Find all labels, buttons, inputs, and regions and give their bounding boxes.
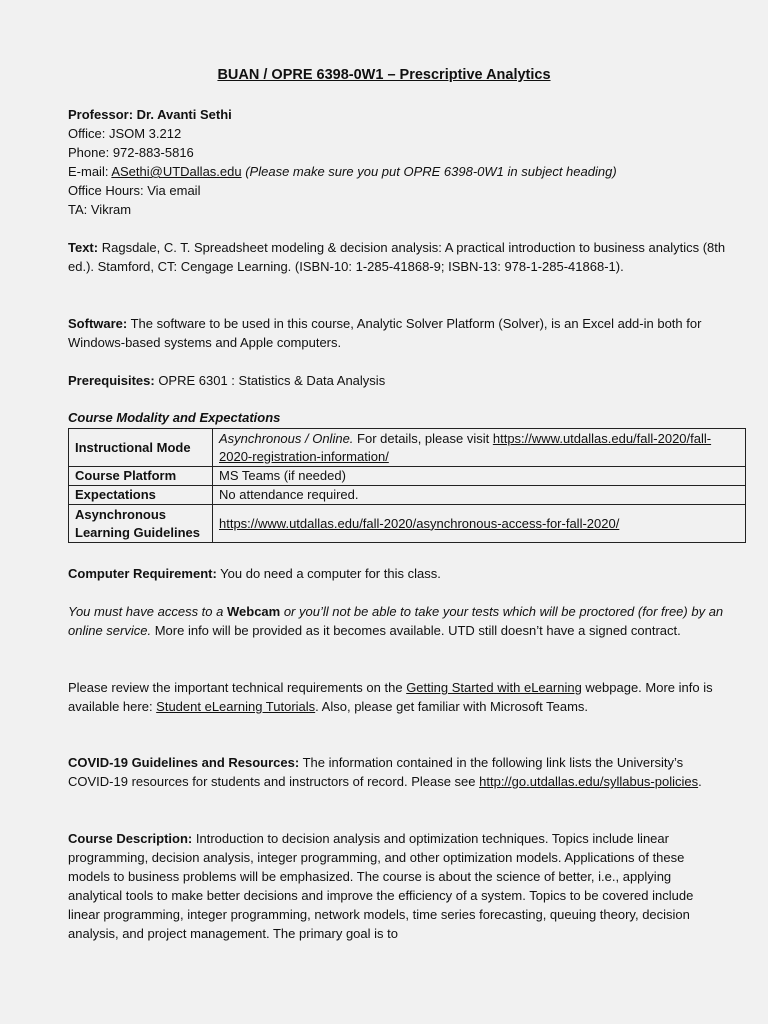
row-value: MS Teams (if needed) xyxy=(213,467,746,486)
webcam-post: or you’ll not be able to take your tests which will be proctored (for free) by an online service. xyxy=(68,604,724,638)
description-body: Introduction to decision analysis and optimization techniques. Topics include linear programming, decision analysis, integer programming, and other optimization models. Applications of these models to business problems will be emphasized. The course is about the science of better, i.e., applying analytical tools to make better decisions and improve the efficiency of a system. Topics to be covered include linear programming, integer programming, network models, time series forecasting, queuing theory, decision analysis, and project management. The primary goal is to xyxy=(68,831,694,941)
mode-details: For details, please visit xyxy=(353,430,493,446)
email-line xyxy=(68,162,728,181)
table-row xyxy=(69,429,746,467)
covid-label: COVID-19 Guidelines and Resources: xyxy=(68,755,300,770)
modality-heading: Course Modality and Expectations xyxy=(68,410,281,425)
covid-section xyxy=(68,753,728,791)
row-key: Course Platform xyxy=(69,467,213,486)
phone-line: Phone: 972-883-5816 xyxy=(68,145,194,160)
getting-started-link[interactable]: Getting Started with eLearning xyxy=(406,680,582,695)
software-label: Software: xyxy=(68,316,128,331)
review-mid: webpage. More info is available here: xyxy=(68,680,713,714)
covid-body: The information contained in the following link lists the University’s COVID-19 resources for students and instructors of record. Please see xyxy=(68,755,684,789)
row-value xyxy=(213,505,746,543)
webcam-section xyxy=(68,602,728,640)
syllabus-policies-link[interactable]: http://go.utdallas.edu/syllabus-policies xyxy=(479,774,699,789)
ta-line: TA: Vikram xyxy=(68,202,132,217)
row-value: No attendance required. xyxy=(213,486,746,505)
prereq-section xyxy=(68,371,728,390)
prereq-label: Prerequisites: xyxy=(68,373,155,388)
row-key: Asynchronous Learning Guidelines xyxy=(69,505,213,543)
email-link[interactable]: ASethi@UTDallas.edu xyxy=(111,164,242,179)
webcam-bold: Webcam xyxy=(226,604,281,619)
prereq-body: OPRE 6301 : Statistics & Data Analysis xyxy=(154,373,386,388)
textbook-label: Text: xyxy=(68,240,99,255)
email-label: E-mail: xyxy=(68,164,112,179)
webcam-pre: You must have access to a xyxy=(68,604,227,619)
software-section xyxy=(68,314,728,352)
table-row xyxy=(69,486,746,505)
textbook-body: Ragsdale, C. T. Spreadsheet modeling & decision analysis: A practical introduction to business analytics (8th ed.). Stamford, CT: Cengage Learning. (ISBN-10: 1-285-41868-9; ISBN-13: 978-1-285-41868-1). xyxy=(68,240,726,274)
table-row xyxy=(69,505,746,543)
professor-line: Professor: Dr. Avanti Sethi xyxy=(68,107,232,122)
course-title: BUAN / OPRE 6398-0W1 – Prescriptive Analytics xyxy=(217,67,551,83)
office-line: Office: JSOM 3.212 xyxy=(68,126,182,141)
row-key: Expectations xyxy=(69,486,213,505)
computer-label: Computer Requirement: xyxy=(68,566,217,581)
textbook-section xyxy=(68,238,728,276)
mode-text: Asynchronous / Online. xyxy=(219,430,354,446)
description-label: Course Description: xyxy=(68,831,193,846)
review-post: . Also, please get familiar with Microsoft Teams. xyxy=(315,699,589,714)
modality-table xyxy=(68,428,746,543)
computer-body: You do need a computer for this class. xyxy=(216,566,441,581)
contact-info xyxy=(68,105,728,219)
review-pre: Please review the important technical requirements on the xyxy=(68,680,407,695)
description-section xyxy=(68,829,728,943)
review-section xyxy=(68,678,728,716)
computer-section xyxy=(68,564,728,583)
tutorials-link[interactable]: Student eLearning Tutorials xyxy=(156,699,316,714)
table-row xyxy=(69,467,746,486)
registration-info-link[interactable]: https://www.utdallas.edu/fall-2020/fall-2020-registration-information/ xyxy=(219,430,712,464)
row-value xyxy=(213,429,746,467)
email-note: (Please make sure you put OPRE 6398-0W1 in subject heading) xyxy=(241,164,617,179)
covid-post: . xyxy=(698,774,702,789)
software-body: The software to be used in this course, Analytic Solver Platform (Solver), is an Excel add-in both for Windows-based systems and Apple computers. xyxy=(68,316,702,350)
webcam-rest: More info will be provided as it becomes available. UTD still doesn’t have a signed contract. xyxy=(151,623,681,638)
async-access-link[interactable]: https://www.utdallas.edu/fall-2020/asynchronous-access-for-fall-2020/ xyxy=(219,515,620,531)
office-hours-line: Office Hours: Via email xyxy=(68,183,201,198)
row-key: Instructional Mode xyxy=(69,429,213,467)
